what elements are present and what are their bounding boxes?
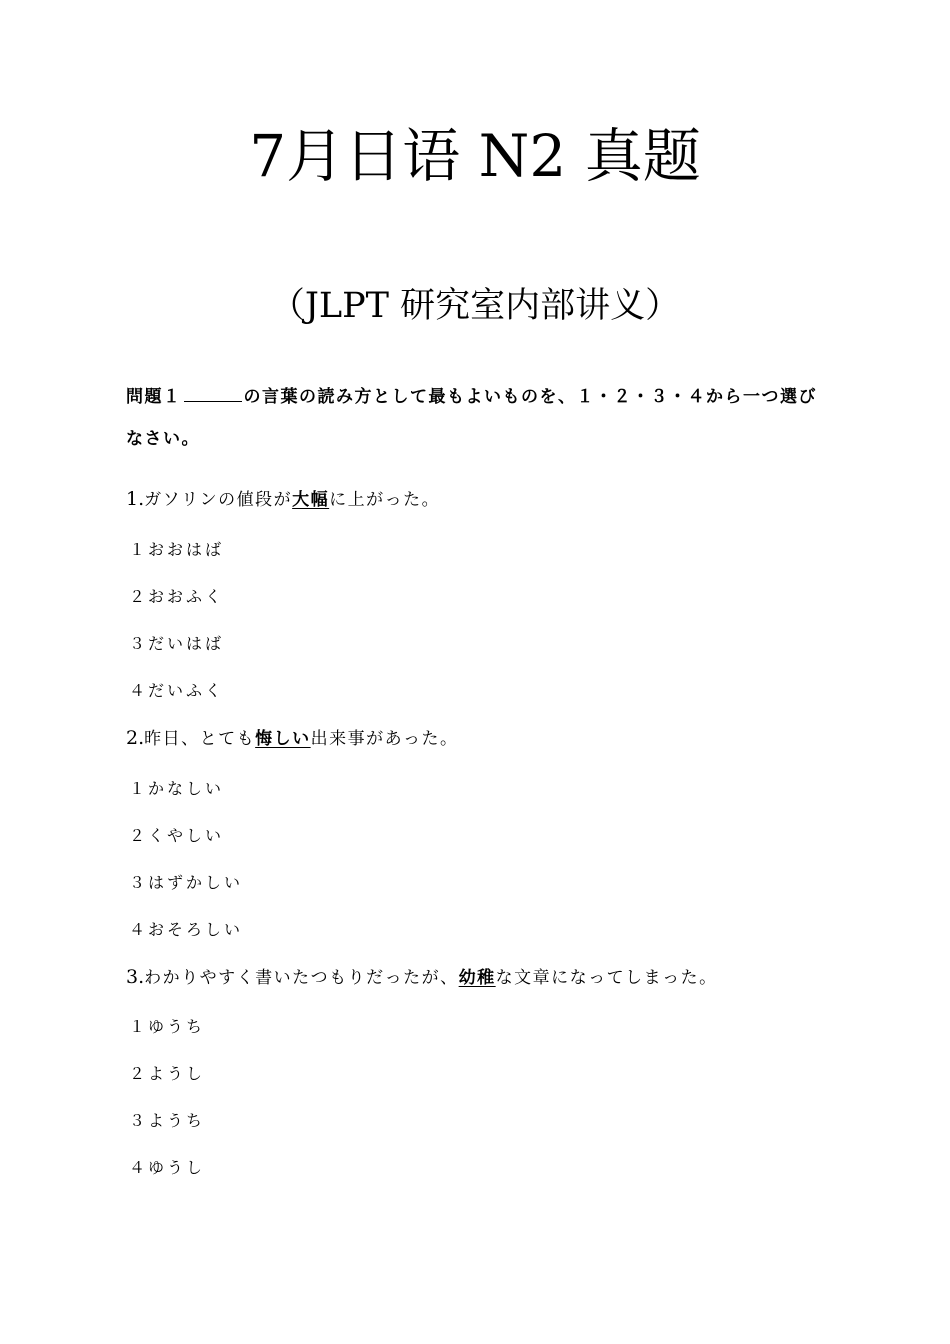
question-text-after: 出来事があった。	[310, 729, 459, 749]
question-2-option-4: ４おそろしい	[129, 920, 244, 939]
question-1-option-2: ２おおふく	[129, 587, 225, 606]
question-number: 2.	[126, 727, 145, 749]
question-3-option-1: １ゆうち	[129, 1017, 206, 1036]
question-text-before: わかりやすく書いたつもりだったが、	[144, 968, 459, 988]
page-subtitle: （JLPT 研究室内部讲义）	[269, 286, 681, 326]
question-1-option-3: ３だいはば	[129, 634, 225, 653]
question-2-option-1: １かなしい	[129, 779, 225, 798]
question-text-before: 昨日、とても	[144, 729, 256, 749]
question-number: 3.	[126, 966, 145, 988]
page-title: 7月日语 N2 真题	[249, 122, 701, 190]
question-2-option-3: ３はずかしい	[129, 873, 244, 892]
question-1	[126, 484, 440, 515]
question-target-word: 悔しい	[255, 729, 311, 749]
question-number: 1.	[126, 488, 145, 510]
answer-blank	[184, 387, 242, 402]
instruction-body: の言葉の読み方として最もよいものを、１・２・３・４から一つ選びなさい。	[126, 387, 817, 449]
question-3-option-4: ４ゆうし	[129, 1158, 206, 1177]
question-text-after: に上がった。	[329, 490, 441, 510]
question-text-before: ガソリンの値段が	[144, 490, 293, 510]
question-3	[126, 962, 718, 993]
question-1-option-1: １おおはば	[129, 540, 225, 559]
instruction-text	[126, 376, 826, 460]
question-text-after: な文章になってしまった。	[495, 968, 718, 988]
question-3-option-2: ２ようし	[129, 1064, 206, 1083]
question-2-option-2: ２くやしい	[129, 826, 225, 845]
instruction-lead: 問題１	[126, 387, 182, 407]
question-target-word: 幼稚	[458, 968, 496, 988]
question-1-option-4: ４だいふく	[129, 681, 225, 700]
question-3-option-3: ３ようち	[129, 1111, 206, 1130]
question-target-word: 大幅	[292, 490, 330, 510]
question-2	[126, 723, 458, 754]
